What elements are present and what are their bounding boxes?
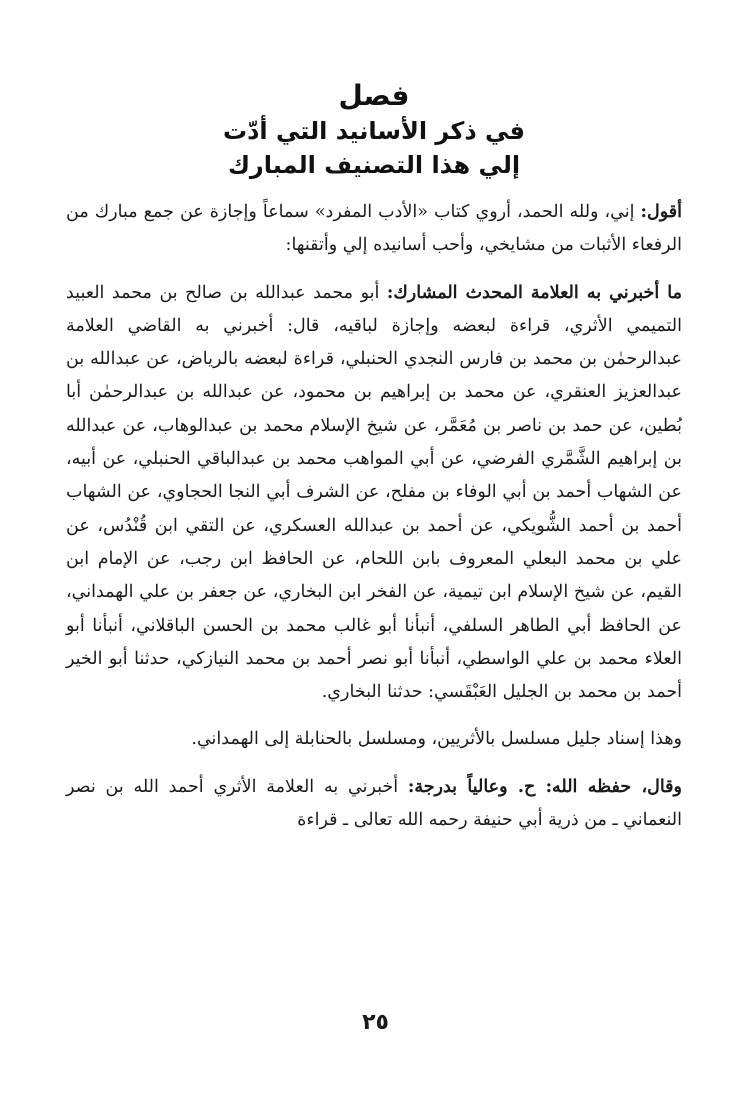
paragraph-lead: أقول:: [640, 202, 682, 222]
chapter-subtitle-line-1: في ذكر الأسانيد التي أدّت: [223, 117, 525, 145]
paragraph-lead: وقال، حفظه الله: ح. وعالياً بدرجة:: [407, 776, 682, 797]
chapter-subtitle-line-2: إلي هذا التصنيف المبارك: [227, 151, 521, 179]
paragraph-text: أخبرني به العلامة الأثري أحمد الله بن نصر النعماني ـ من ذرية أبي حنيفة رحمه الله تعالى ـ قراءة: [66, 776, 682, 831]
page-number: ٢٥: [362, 1010, 389, 1035]
paragraph-remark: [66, 723, 682, 756]
paragraph-text: إني، ولله الحمد، أروي كتاب «الأدب المفرد» سماعاً وإجازة عن جمع مبارك من الرفعاء الأثبات من مشايخي، وأحب أسانيده إلي وأتقنها:: [66, 202, 682, 256]
paragraph-second-isnad: [66, 771, 682, 838]
paragraph-intro: [66, 196, 682, 263]
paragraph-lead: ما أخبرني به العلامة المحدث المشارك:: [386, 282, 683, 303]
page-content: [66, 78, 682, 837]
paragraph-text: أبو محمد عبدالله بن صالح بن محمد العبيد التميمي الأثري، قراءة لبعضه وإجازة لباقيه، قال: أخبرني به القاضي العلامة عبدالرحمٰن بن محمد بن فارس النجدي الحنبلي، قراءة لبعضه بالرياض، عن عبدالله بن عبدالعزيز العنقري، عن محمد بن إبراهيم بن محمود، عن عبدالله بن عبدالرحمٰن أبا بُطين، عن حمد بن ناصر بن مُعَمَّر، عن شيخ الإسلام محمد بن عبدالوهاب، عن عبدالله بن إبراهيم الشَّمَّري الفرضي، عن أبي المواهب محمد بن عبدالباقي الحنبلي، عن أبيه، عن الشهاب أحمد بن أبي الوفاء بن مفلح، عن الشرف أبي النجا الحجاوي، عن الشهاب أحمد بن أحمد الشُّويكي، عن أحمد بن عبدالله العسكري، عن التقي ابن قُنْدُس، عن علي بن محمد البعلي المعروف بابن اللحام، عن الحافظ ابن رجب، عن الإمام ابن القيم، عن شيخ الإسلام ابن تيمية، عن الفخر ابن البخاري، عن جعفر بن علي الهمداني، عن الحافظ أبي الطاهر السلفي، أنبأنا أبو غالب محمد بن الحسن الباقلاني، أنبأنا أبو العلاء محمد بن علي الواسطي، أنبأنا أبو نصر أحمد بن محمد النيازكي، حدثنا أبو الخير أحمد بن محمد بن الجليل العَبْقَسي: حدثنا البخاري.: [66, 282, 682, 703]
chapter-title: فصل: [338, 79, 410, 112]
paragraph-isnad-chain: [66, 277, 682, 710]
paragraph-text: وهذا إسناد جليل مسلسل بالأثريين، ومسلسل بالحنابلة إلى الهمداني.: [191, 729, 682, 750]
